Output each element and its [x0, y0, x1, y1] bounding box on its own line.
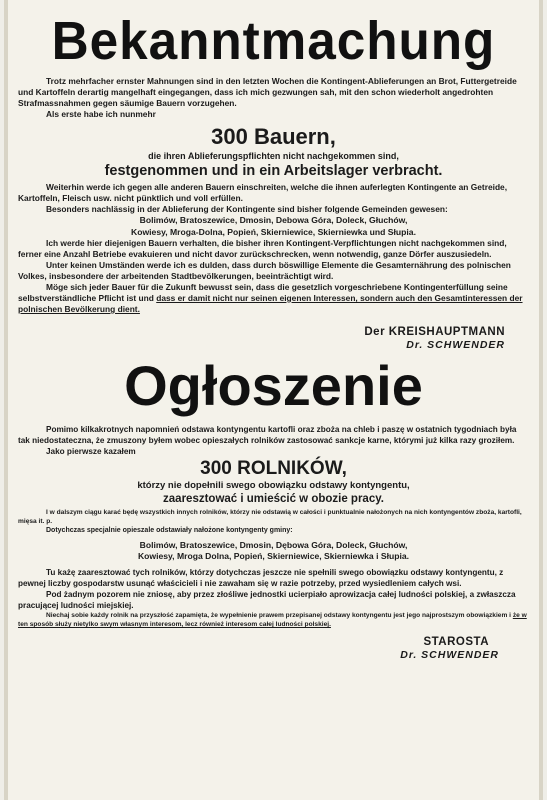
poster-edge-left — [4, 0, 8, 800]
german-paragraph-3: die ihren Ablieferungspflichten nicht nachgekommen sind, — [148, 151, 399, 161]
german-title: Bekanntmachung — [51, 11, 496, 71]
german-paragraph-8: Unter keinen Umständen werde ich es dulden, dass durch böswillige Elemente die Gesamternährung des polnischen Volkes, insbesondere der arbeitenden Stadtbevölkerungen, beeinträchtigt wird. — [18, 260, 511, 281]
german-places-line-2: Kowiesy, Mroga-Dolna, Popień, Skierniewice, Skierniewka und Słupia. — [131, 226, 416, 237]
polish-paragraph-9-underlined: że w ten sposób służy nietylko swym własnym interesom, lecz również interesom całej ludności polskiej. — [18, 612, 527, 629]
polish-signature-title: STAROSTA — [423, 636, 489, 649]
polish-places-line-1: Bolimów, Bratoszewice, Dmosin, Dębowa Góra, Doleck, Głuchów, — [139, 539, 408, 550]
german-paragraph-7: Ich werde hier diejenigen Bauern verhalten, die bisher ihren Kontingent-Verpflichtungen nicht nachgekommen sind, ferner eine Anzahl Betriebe evakuieren und nicht davor zurückschrecken, wenn notwendig, ganze Dörfer auszusiedeln. — [18, 238, 507, 259]
poster — [4, 0, 543, 800]
polish-notice — [18, 356, 529, 662]
polish-paragraph-8: Pod żadnym pozorem nie zniosę, aby przez złośliwe jednostki ucierpiało aprowizacja całej ludności polskiej, a zwłaszcza pracującej ludności miejskiej. — [18, 590, 516, 611]
german-notice — [18, 12, 529, 352]
polish-places-line-2: Kowiesy, Mroga Dolna, Popień, Skierniewice, Skierniewka i Słupia. — [137, 551, 410, 562]
german-paragraph-1: Trotz mehrfacher ernster Mahnungen sind in den letzten Wochen die Kontingent-Ablieferungen an Brot, Futtergetreide und Kartoffeln derartig mangelhaft eingegangen, dass ich mich gezwungen sah, mit den schon wiederholt angedrohten Strafmassnahmen gegen säumige Bauern vorzugehen. — [18, 76, 517, 108]
polish-paragraph-7: Tu każę zaaresztować tych rolników, którzy dotychczas jeszcze nie spełnili swego obowiązku odstawy kontyngentu, z pewnej liczby gospodarstw usunąć właścicieli i nie zawaham się w razie potrzeby, przed wysiedleniem całych wsi. — [18, 567, 504, 588]
polish-arrest-headline: zaaresztować i umieścić w obozie pracy. — [163, 492, 384, 505]
german-paragraph-5: Weiterhin werde ich gegen alle anderen Bauern einschreiten, welche die ihnen auferlegten Kontingente an Getreide, Kartoffeln, Fleisch usw. nicht pünktlich und voll erfüllen. — [18, 182, 508, 203]
polish-paragraph-1: Pomimo kilkakrotnych napomnień odstawa kontyngentu kartofli oraz zboża na chleb i paszę w ostatnich tygodniach była tak niedostateczna, że zmuszony byłem wobec opieszałych rolników zastosować sankcje karne, którymi już kilka razy groziłem. — [18, 425, 517, 446]
german-signature-name: Dr. SCHWENDER — [406, 339, 505, 351]
polish-paragraph-5: I w dalszym ciągu karać będę wszystkich innych rolników, którzy nie odstawią w całości i punktualnie nałożonych na nich kontyngentów zboża, kartofli, mięsa it. p. — [18, 508, 522, 525]
polish-paragraph-9-start: Niechaj sobie każdy rolnik na przyszłość zapamięta, że wypełnienie prawem przepisanej odstawy kontyngentu jest jego najprostszym obowiązkiem i — [46, 612, 513, 620]
polish-paragraph-3: którzy nie dopełnili swego obowiązku odstawy kontyngentu, — [137, 479, 410, 491]
polish-paragraph-2: Jako pierwsze kazałem — [46, 447, 136, 457]
german-count-headline: 300 Bauern, — [211, 124, 336, 149]
german-places-line-1: Bolimów, Bratoszewice, Dmosin, Debowa Góra, Doleck, Głuchów, — [139, 215, 408, 225]
german-paragraph-2: Als erste habe ich nunmehr — [46, 109, 156, 119]
polish-title: Ogłoszenie — [124, 354, 423, 417]
polish-signature-name: Dr. SCHWENDER — [400, 649, 499, 662]
german-arrest-headline: festgenommen und in ein Arbeitslager verbracht. — [104, 163, 443, 179]
german-paragraph-6: Besonders nachlässig in der Ablieferung der Kontingente sind bisher folgende Gemeinden gewesen: — [46, 204, 448, 214]
german-paragraph-9 — [18, 282, 529, 315]
german-paragraph-9-start: Möge sich jeder Bauer für die Zukunft bewusst sein, dass die gesetzlich vorgeschriebene Kontingenterfüllung seine selbstverständliche Pflicht ist und — [18, 282, 508, 303]
german-signature-title: Der KREISHAUPTMANN — [364, 326, 505, 338]
german-paragraph-9-underlined: dass er damit nicht nur seinen eigenen Interessen, sondern auch den Gesamtinteressen der polnischen Bevölkerung dient. — [18, 293, 523, 314]
polish-paragraph-9 — [18, 611, 529, 629]
polish-count-headline: 300 ROLNIKÓW, — [200, 457, 347, 479]
polish-paragraph-6: Dotychczas specjalnie opieszale odstawiały nałożone kontyngenty gminy: — [46, 526, 293, 534]
poster-edge-right — [539, 0, 543, 800]
